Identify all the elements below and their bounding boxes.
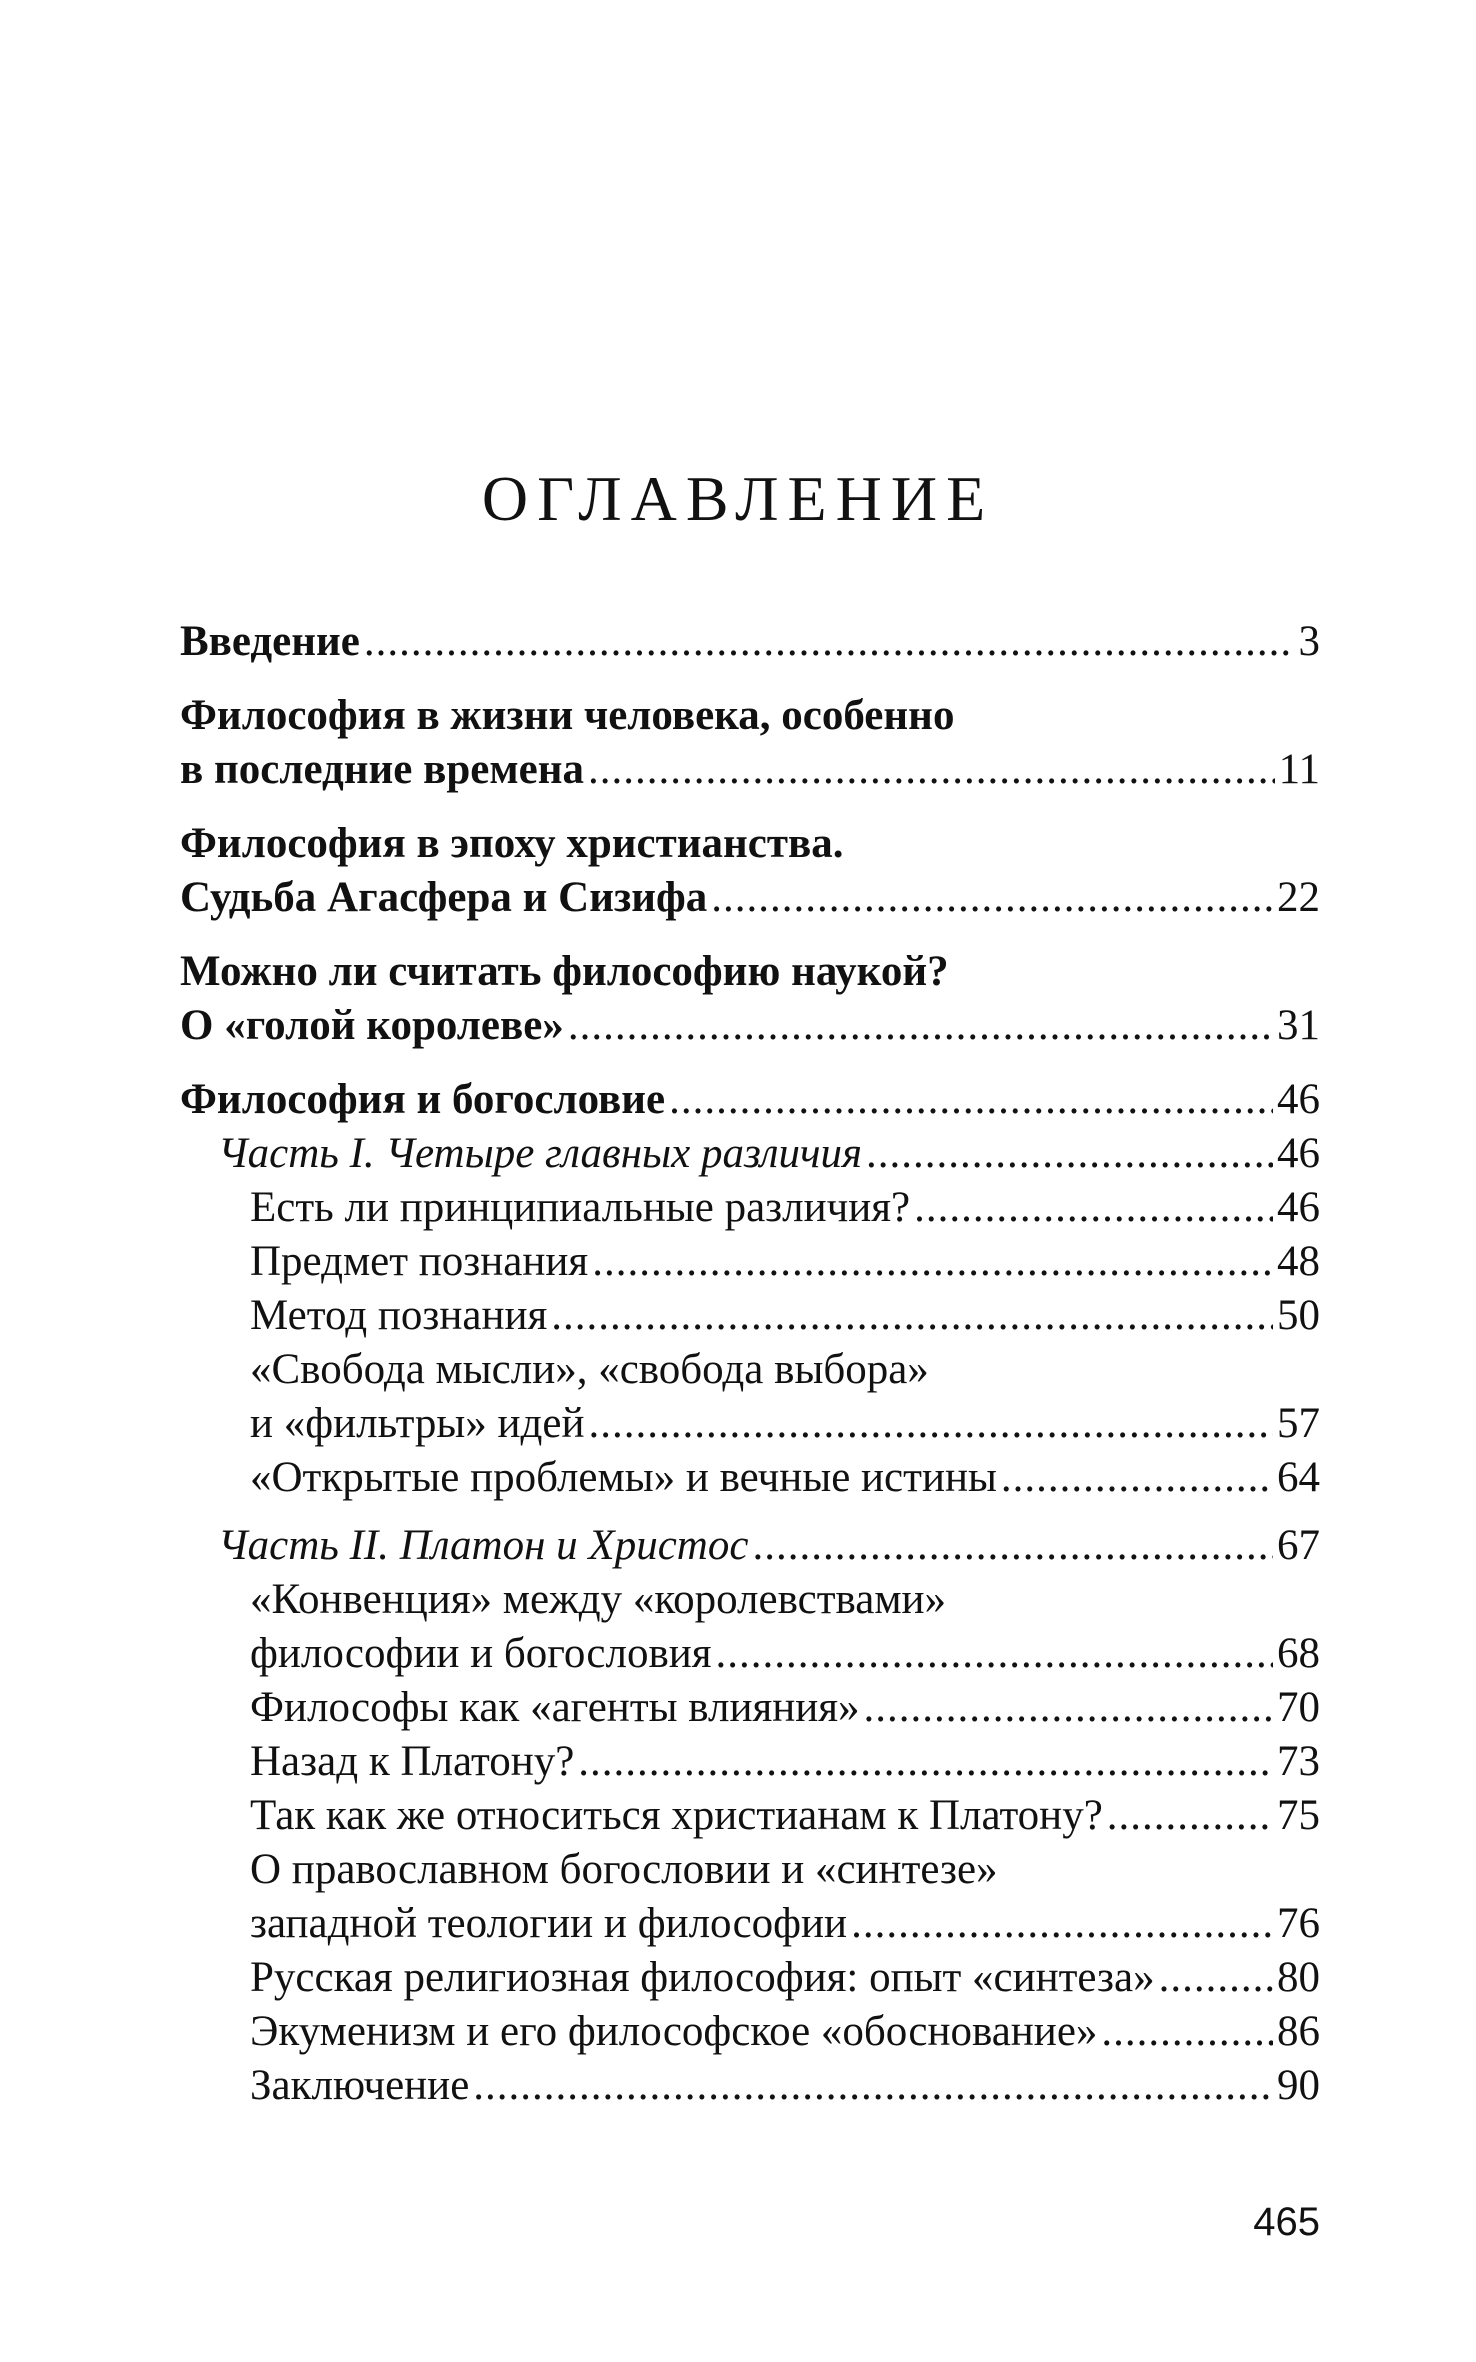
- dot-leader: [752, 1519, 1273, 1573]
- toc-page-number: 86: [1277, 2008, 1320, 2055]
- toc-entry-line: [180, 2005, 1320, 2059]
- toc-entry-title: Назад к Платону?: [250, 1738, 575, 1785]
- toc-entry-line: [180, 743, 1320, 797]
- toc-page-number: 64: [1277, 1454, 1320, 1501]
- toc-page-number: 31: [1277, 1002, 1320, 1049]
- dot-leader: [568, 999, 1273, 1053]
- dot-leader: [914, 1181, 1273, 1235]
- toc-entry-line: [180, 1451, 1320, 1505]
- toc-entry-line: [180, 1181, 1320, 1235]
- toc-entry-line: [180, 1681, 1320, 1735]
- dot-leader: [669, 1073, 1273, 1127]
- toc-page-number: 75: [1277, 1792, 1320, 1839]
- toc-entry-title: Так как же относиться христианам к Платону?: [250, 1792, 1103, 1839]
- toc-page-number: 80: [1277, 1954, 1320, 2001]
- toc-entry-line: [180, 945, 1320, 999]
- dot-leader: [866, 1127, 1273, 1181]
- dot-leader: [1101, 2005, 1273, 2059]
- toc-entry-title: Русская религиозная философия: опыт «синтеза»: [250, 1954, 1155, 2001]
- dot-leader: [1107, 1789, 1273, 1843]
- dot-leader: [851, 1897, 1273, 1951]
- toc-page-number: 50: [1277, 1292, 1320, 1339]
- toc-entry-title: Философия в жизни человека, особенно: [180, 692, 955, 739]
- toc-entry-title: Часть I. Четыре главных различия: [218, 1130, 862, 1177]
- toc-entry-line: [180, 1235, 1320, 1289]
- toc-page-number: 68: [1277, 1630, 1320, 1677]
- toc-page-number: 67: [1277, 1522, 1320, 1569]
- toc-page-number: 57: [1277, 1400, 1320, 1447]
- dot-leader: [588, 743, 1275, 797]
- toc-entry-title: Можно ли считать философию наукой?: [180, 948, 949, 995]
- toc-entry-title: в последние времена: [180, 746, 584, 793]
- toc-entry-title: философии и богословия: [250, 1630, 712, 1677]
- toc-entry-line: [180, 1397, 1320, 1451]
- toc-entry-title: Заключение: [250, 2062, 470, 2109]
- toc-entry-title: «Открытые проблемы» и вечные истины: [250, 1454, 997, 1501]
- toc-entry-line: [180, 1127, 1320, 1181]
- toc-entry-line: [180, 1519, 1320, 1573]
- toc-page-number: 76: [1277, 1900, 1320, 1947]
- toc-entry-line: [180, 689, 1320, 743]
- toc-page-number: 46: [1277, 1076, 1320, 1123]
- toc-entry-title: Часть II. Платон и Христос: [218, 1522, 749, 1569]
- dot-leader: [1159, 1951, 1273, 2005]
- toc-page-number: 11: [1278, 746, 1320, 793]
- page-number: 465: [1253, 2200, 1320, 2244]
- dot-leader: [864, 1681, 1273, 1735]
- toc-page-number: 48: [1277, 1238, 1320, 1285]
- toc-entry-line: [180, 871, 1320, 925]
- dot-leader: [551, 1289, 1273, 1343]
- toc-page-number: 22: [1277, 874, 1320, 921]
- dot-leader: [364, 615, 1295, 669]
- dot-leader: [578, 1735, 1273, 1789]
- toc-entry-line: [180, 999, 1320, 1053]
- toc-entry-title: Предмет познания: [250, 1238, 589, 1285]
- toc-entry-line: [180, 1289, 1320, 1343]
- toc-page-number: 46: [1277, 1184, 1320, 1231]
- toc-entry-title: Экуменизм и его философское «обоснование»: [250, 2008, 1098, 2055]
- toc-entry-line: [180, 1573, 1320, 1627]
- toc-entry-title: Введение: [180, 618, 360, 665]
- dot-leader: [716, 1627, 1273, 1681]
- toc-entry-line: [180, 1843, 1320, 1897]
- toc-page-number: 73: [1277, 1738, 1320, 1785]
- toc-entry-line: [180, 1897, 1320, 1951]
- table-of-contents: [180, 615, 1320, 2113]
- toc-entry-line: [180, 1951, 1320, 2005]
- toc-entry-line: [180, 1073, 1320, 1127]
- toc-entry-line: [180, 615, 1320, 669]
- dot-leader: [711, 871, 1273, 925]
- toc-entry-title: Есть ли принципиальные различия?: [250, 1184, 911, 1231]
- toc-page-number: 3: [1298, 618, 1320, 665]
- toc-entry-line: [180, 817, 1320, 871]
- toc-entry-line: [180, 1343, 1320, 1397]
- toc-entry-title: Философы как «агенты влияния»: [250, 1684, 860, 1731]
- page-title: ОГЛАВЛЕНИЕ: [481, 463, 995, 534]
- toc-entry-title: Философия в эпоху христианства.: [180, 820, 844, 867]
- dot-leader: [592, 1235, 1273, 1289]
- toc-entry-title: «Свобода мысли», «свобода выбора»: [250, 1346, 929, 1393]
- toc-page-number: 70: [1277, 1684, 1320, 1731]
- toc-entry-line: [180, 1627, 1320, 1681]
- toc-entry-title: западной теологии и философии: [250, 1900, 848, 1947]
- toc-entry-title: Метод познания: [250, 1292, 548, 1339]
- toc-entry-title: Философия и богословие: [180, 1076, 666, 1123]
- toc-page-number: 90: [1277, 2062, 1320, 2109]
- toc-entry-line: [180, 2059, 1320, 2113]
- toc-entry-line: [180, 1789, 1320, 1843]
- dot-leader: [473, 2059, 1273, 2113]
- toc-entry-title: О православном богословии и «синтезе»: [250, 1846, 998, 1893]
- toc-entry-title: Судьба Агасфера и Сизифа: [180, 874, 708, 921]
- toc-entry-title: и «фильтры» идей: [250, 1400, 585, 1447]
- toc-entry-line: [180, 1735, 1320, 1789]
- dot-leader: [589, 1397, 1273, 1451]
- toc-entry-title: О «голой королеве»: [180, 1002, 564, 1049]
- toc-entry-title: «Конвенция» между «королевствами»: [250, 1576, 947, 1623]
- dot-leader: [1001, 1451, 1273, 1505]
- toc-page-number: 46: [1277, 1130, 1320, 1177]
